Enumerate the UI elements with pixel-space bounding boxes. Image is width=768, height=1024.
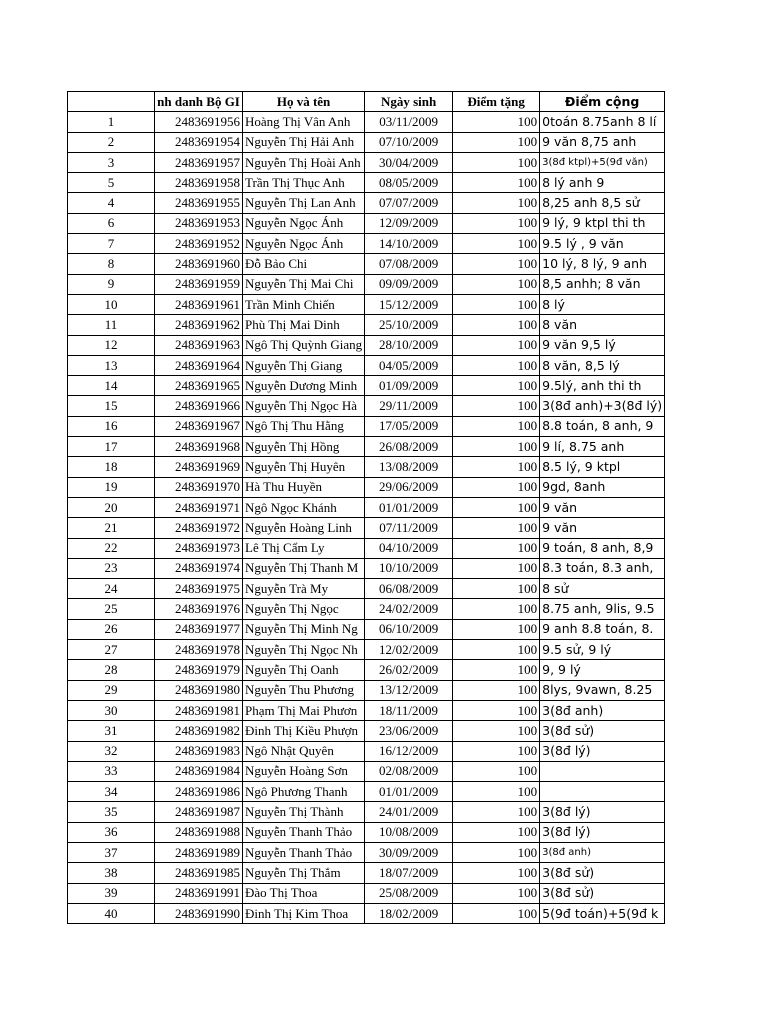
cell-dob: 07/11/2009 bbox=[365, 518, 453, 538]
header-score: Điểm tặng bbox=[453, 92, 540, 112]
cell-dob: 01/01/2009 bbox=[365, 782, 453, 802]
cell-dob: 18/02/2009 bbox=[365, 903, 453, 923]
cell-id: 2483691953 bbox=[155, 213, 243, 233]
cell-id: 2483691966 bbox=[155, 396, 243, 416]
cell-name: Đinh Thị Kim Thoa bbox=[243, 903, 365, 923]
cell-dob: 30/04/2009 bbox=[365, 152, 453, 172]
cell-name: Đỗ Bảo Chi bbox=[243, 254, 365, 274]
cell-dob: 18/07/2009 bbox=[365, 863, 453, 883]
table-row bbox=[68, 497, 665, 517]
cell-dob: 25/10/2009 bbox=[365, 315, 453, 335]
cell-id: 2483691980 bbox=[155, 680, 243, 700]
cell-bonus: 3(8đ sử) bbox=[540, 883, 665, 903]
cell-bonus bbox=[540, 761, 665, 781]
cell-score: 100 bbox=[453, 294, 540, 314]
cell-dob: 07/10/2009 bbox=[365, 132, 453, 152]
cell-score: 100 bbox=[453, 518, 540, 538]
cell-bonus: 9gd, 8anh bbox=[540, 477, 665, 497]
cell-stt: 4 bbox=[68, 193, 155, 213]
cell-id: 2483691974 bbox=[155, 558, 243, 578]
cell-dob: 26/02/2009 bbox=[365, 660, 453, 680]
table-row bbox=[68, 619, 665, 639]
cell-id: 2483691969 bbox=[155, 457, 243, 477]
cell-name: Ngô Thị Thu Hằng bbox=[243, 416, 365, 436]
table-row bbox=[68, 193, 665, 213]
cell-name: Ngô Thị Quỳnh Giang bbox=[243, 335, 365, 355]
cell-dob: 26/08/2009 bbox=[365, 437, 453, 457]
cell-dob: 29/11/2009 bbox=[365, 396, 453, 416]
cell-stt: 18 bbox=[68, 457, 155, 477]
cell-id: 2483691961 bbox=[155, 294, 243, 314]
cell-id: 2483691957 bbox=[155, 152, 243, 172]
cell-dob: 17/05/2009 bbox=[365, 416, 453, 436]
cell-name: Ngô Phương Thanh bbox=[243, 782, 365, 802]
cell-dob: 08/05/2009 bbox=[365, 173, 453, 193]
cell-score: 100 bbox=[453, 355, 540, 375]
cell-stt: 11 bbox=[68, 315, 155, 335]
cell-id: 2483691979 bbox=[155, 660, 243, 680]
cell-stt: 12 bbox=[68, 335, 155, 355]
cell-dob: 07/07/2009 bbox=[365, 193, 453, 213]
cell-stt: 40 bbox=[68, 903, 155, 923]
cell-score: 100 bbox=[453, 599, 540, 619]
cell-id: 2483691981 bbox=[155, 700, 243, 720]
table-row bbox=[68, 457, 665, 477]
cell-bonus: 3(8đ sử) bbox=[540, 721, 665, 741]
cell-bonus: 8.3 toán, 8.3 anh, bbox=[540, 558, 665, 578]
table-row bbox=[68, 437, 665, 457]
cell-bonus: 9 văn 9,5 lý bbox=[540, 335, 665, 355]
cell-name: Trần Minh Chiến bbox=[243, 294, 365, 314]
cell-id: 2483691976 bbox=[155, 599, 243, 619]
cell-bonus: 8,25 anh 8,5 sử bbox=[540, 193, 665, 213]
cell-stt: 3 bbox=[68, 152, 155, 172]
cell-id: 2483691985 bbox=[155, 863, 243, 883]
cell-score: 100 bbox=[453, 558, 540, 578]
cell-id: 2483691973 bbox=[155, 538, 243, 558]
table-row bbox=[68, 294, 665, 314]
cell-dob: 29/06/2009 bbox=[365, 477, 453, 497]
cell-dob: 10/10/2009 bbox=[365, 558, 453, 578]
cell-bonus: 8 văn bbox=[540, 315, 665, 335]
cell-score: 100 bbox=[453, 700, 540, 720]
cell-stt: 23 bbox=[68, 558, 155, 578]
table-row bbox=[68, 152, 665, 172]
cell-bonus: 9 văn 8,75 anh bbox=[540, 132, 665, 152]
cell-bonus: 3(8đ lý) bbox=[540, 822, 665, 842]
cell-name: Lê Thị Cẩm Ly bbox=[243, 538, 365, 558]
cell-dob: 13/12/2009 bbox=[365, 680, 453, 700]
cell-stt: 35 bbox=[68, 802, 155, 822]
cell-id: 2483691971 bbox=[155, 497, 243, 517]
cell-id: 2483691983 bbox=[155, 741, 243, 761]
cell-score: 100 bbox=[453, 396, 540, 416]
cell-stt: 29 bbox=[68, 680, 155, 700]
cell-dob: 12/02/2009 bbox=[365, 640, 453, 660]
cell-id: 2483691986 bbox=[155, 782, 243, 802]
cell-id: 2483691955 bbox=[155, 193, 243, 213]
cell-id: 2483691984 bbox=[155, 761, 243, 781]
cell-score: 100 bbox=[453, 477, 540, 497]
table-row bbox=[68, 700, 665, 720]
cell-stt: 6 bbox=[68, 213, 155, 233]
cell-name: Nguyễn Hoàng Sơn bbox=[243, 761, 365, 781]
cell-id: 2483691959 bbox=[155, 274, 243, 294]
cell-id: 2483691990 bbox=[155, 903, 243, 923]
cell-bonus: 9.5lý, anh thi th bbox=[540, 376, 665, 396]
cell-stt: 15 bbox=[68, 396, 155, 416]
cell-name: Nguyễn Dương Minh bbox=[243, 376, 365, 396]
cell-stt: 27 bbox=[68, 640, 155, 660]
cell-name: Nguyễn Ngọc Ánh bbox=[243, 234, 365, 254]
cell-name: Nguyễn Thị Thanh M bbox=[243, 558, 365, 578]
cell-score: 100 bbox=[453, 457, 540, 477]
cell-stt: 20 bbox=[68, 497, 155, 517]
cell-id: 2483691977 bbox=[155, 619, 243, 639]
cell-dob: 01/01/2009 bbox=[365, 497, 453, 517]
cell-dob: 09/09/2009 bbox=[365, 274, 453, 294]
cell-bonus: 8.8 toán, 8 anh, 9 bbox=[540, 416, 665, 436]
header-dob: Ngày sinh bbox=[365, 92, 453, 112]
table-row bbox=[68, 396, 665, 416]
cell-stt: 19 bbox=[68, 477, 155, 497]
cell-bonus: 8 lý bbox=[540, 294, 665, 314]
cell-stt: 21 bbox=[68, 518, 155, 538]
cell-bonus: 8lys, 9vawn, 8.25 bbox=[540, 680, 665, 700]
table-row bbox=[68, 518, 665, 538]
cell-bonus: 5(9đ toán)+5(9đ k bbox=[540, 903, 665, 923]
cell-score: 100 bbox=[453, 315, 540, 335]
cell-bonus: 3(8đ lý) bbox=[540, 802, 665, 822]
cell-dob: 01/09/2009 bbox=[365, 376, 453, 396]
cell-id: 2483691975 bbox=[155, 579, 243, 599]
cell-dob: 23/06/2009 bbox=[365, 721, 453, 741]
cell-name: Nguyễn Thị Ngọc Nh bbox=[243, 640, 365, 660]
cell-name: Nguyễn Thị Hoài Anh bbox=[243, 152, 365, 172]
cell-score: 100 bbox=[453, 335, 540, 355]
cell-stt: 38 bbox=[68, 863, 155, 883]
cell-score: 100 bbox=[453, 193, 540, 213]
cell-name: Hoàng Thị Vân Anh bbox=[243, 112, 365, 132]
cell-name: Nguyễn Ngọc Ánh bbox=[243, 213, 365, 233]
cell-id: 2483691978 bbox=[155, 640, 243, 660]
cell-bonus: 8.75 anh, 9lis, 9.5 bbox=[540, 599, 665, 619]
cell-score: 100 bbox=[453, 903, 540, 923]
cell-name: Nguyễn Thị Thành bbox=[243, 802, 365, 822]
cell-bonus: 10 lý, 8 lý, 9 anh bbox=[540, 254, 665, 274]
table-row bbox=[68, 883, 665, 903]
cell-stt: 39 bbox=[68, 883, 155, 903]
cell-name: Nguyễn Thị Oanh bbox=[243, 660, 365, 680]
cell-name: Nguyễn Thanh Thảo bbox=[243, 822, 365, 842]
cell-name: Nguyễn Thị Ngọc bbox=[243, 599, 365, 619]
cell-bonus: 9.5 lý , 9 văn bbox=[540, 234, 665, 254]
cell-dob: 24/01/2009 bbox=[365, 802, 453, 822]
cell-name: Nguyễn Hoàng Linh bbox=[243, 518, 365, 538]
table-row bbox=[68, 903, 665, 923]
cell-stt: 14 bbox=[68, 376, 155, 396]
cell-score: 100 bbox=[453, 802, 540, 822]
cell-name: Hà Thu Huyền bbox=[243, 477, 365, 497]
cell-stt: 26 bbox=[68, 619, 155, 639]
cell-dob: 12/09/2009 bbox=[365, 213, 453, 233]
cell-stt: 22 bbox=[68, 538, 155, 558]
table-row bbox=[68, 335, 665, 355]
cell-name: Phù Thị Mai Dinh bbox=[243, 315, 365, 335]
cell-id: 2483691989 bbox=[155, 842, 243, 862]
cell-score: 100 bbox=[453, 883, 540, 903]
cell-dob: 07/08/2009 bbox=[365, 254, 453, 274]
cell-dob: 04/05/2009 bbox=[365, 355, 453, 375]
cell-score: 100 bbox=[453, 416, 540, 436]
cell-stt: 28 bbox=[68, 660, 155, 680]
cell-score: 100 bbox=[453, 376, 540, 396]
cell-bonus: 9 văn bbox=[540, 518, 665, 538]
cell-score: 100 bbox=[453, 640, 540, 660]
cell-name: Nguyễn Thị Mai Chi bbox=[243, 274, 365, 294]
cell-dob: 15/12/2009 bbox=[365, 294, 453, 314]
cell-id: 2483691967 bbox=[155, 416, 243, 436]
table-row bbox=[68, 355, 665, 375]
cell-dob: 06/10/2009 bbox=[365, 619, 453, 639]
header-stt bbox=[68, 92, 155, 112]
cell-bonus: 3(8đ lý) bbox=[540, 741, 665, 761]
cell-bonus: 3(8đ anh) bbox=[540, 842, 665, 862]
cell-name: Trần Thị Thục Anh bbox=[243, 173, 365, 193]
cell-bonus: 3(8đ ktpl)+5(9đ văn) bbox=[540, 152, 665, 172]
cell-stt: 37 bbox=[68, 842, 155, 862]
cell-name: Ngô Ngọc Khánh bbox=[243, 497, 365, 517]
cell-score: 100 bbox=[453, 761, 540, 781]
cell-id: 2483691987 bbox=[155, 802, 243, 822]
cell-name: Nguyễn Thị Huyên bbox=[243, 457, 365, 477]
table-row bbox=[68, 579, 665, 599]
table-row bbox=[68, 274, 665, 294]
table-row bbox=[68, 842, 665, 862]
student-table bbox=[67, 91, 665, 924]
header-bonus: Điểm cộng bbox=[540, 92, 665, 112]
table-row bbox=[68, 234, 665, 254]
cell-dob: 10/08/2009 bbox=[365, 822, 453, 842]
cell-name: Nguyễn Thị Hải Anh bbox=[243, 132, 365, 152]
cell-score: 100 bbox=[453, 721, 540, 741]
cell-dob: 25/08/2009 bbox=[365, 883, 453, 903]
cell-dob: 06/08/2009 bbox=[365, 579, 453, 599]
cell-dob: 28/10/2009 bbox=[365, 335, 453, 355]
cell-dob: 18/11/2009 bbox=[365, 700, 453, 720]
cell-bonus: 9 lý, 9 ktpl thi th bbox=[540, 213, 665, 233]
cell-id: 2483691972 bbox=[155, 518, 243, 538]
cell-score: 100 bbox=[453, 152, 540, 172]
table-row bbox=[68, 538, 665, 558]
cell-name: Đào Thị Thoa bbox=[243, 883, 365, 903]
cell-score: 100 bbox=[453, 619, 540, 639]
table-row bbox=[68, 132, 665, 152]
cell-score: 100 bbox=[453, 112, 540, 132]
cell-bonus: 9.5 sử, 9 lý bbox=[540, 640, 665, 660]
cell-id: 2483691988 bbox=[155, 822, 243, 842]
table-row bbox=[68, 558, 665, 578]
cell-stt: 34 bbox=[68, 782, 155, 802]
cell-id: 2483691970 bbox=[155, 477, 243, 497]
cell-bonus: 8 sử bbox=[540, 579, 665, 599]
cell-dob: 03/11/2009 bbox=[365, 112, 453, 132]
cell-dob: 30/09/2009 bbox=[365, 842, 453, 862]
cell-name: Nguyễn Thị Ngọc Hà bbox=[243, 396, 365, 416]
header-name: Họ và tên bbox=[243, 92, 365, 112]
cell-name: Nguyễn Thị Minh Ng bbox=[243, 619, 365, 639]
table-row bbox=[68, 863, 665, 883]
cell-bonus: 8,5 anhh; 8 văn bbox=[540, 274, 665, 294]
table-row bbox=[68, 173, 665, 193]
cell-name: Nguyễn Thị Giang bbox=[243, 355, 365, 375]
table-row bbox=[68, 213, 665, 233]
cell-bonus: 3(8đ anh)+3(8đ lý) bbox=[540, 396, 665, 416]
cell-id: 2483691962 bbox=[155, 315, 243, 335]
table-row bbox=[68, 599, 665, 619]
cell-id: 2483691958 bbox=[155, 173, 243, 193]
cell-score: 100 bbox=[453, 822, 540, 842]
cell-stt: 1 bbox=[68, 112, 155, 132]
cell-bonus: 9 lí, 8.75 anh bbox=[540, 437, 665, 457]
cell-id: 2483691982 bbox=[155, 721, 243, 741]
cell-stt: 36 bbox=[68, 822, 155, 842]
cell-stt: 13 bbox=[68, 355, 155, 375]
cell-stt: 17 bbox=[68, 437, 155, 457]
cell-score: 100 bbox=[453, 132, 540, 152]
table-row bbox=[68, 782, 665, 802]
cell-name: Nguyễn Thanh Thảo bbox=[243, 842, 365, 862]
table-row bbox=[68, 680, 665, 700]
cell-score: 100 bbox=[453, 538, 540, 558]
cell-name: Nguyễn Thu Phương bbox=[243, 680, 365, 700]
header-id: nh danh Bộ GI bbox=[155, 92, 243, 112]
cell-score: 100 bbox=[453, 579, 540, 599]
table-row bbox=[68, 761, 665, 781]
cell-score: 100 bbox=[453, 680, 540, 700]
cell-stt: 32 bbox=[68, 741, 155, 761]
cell-score: 100 bbox=[453, 782, 540, 802]
cell-dob: 16/12/2009 bbox=[365, 741, 453, 761]
cell-name: Nguyễn Thị Thắm bbox=[243, 863, 365, 883]
cell-stt: 2 bbox=[68, 132, 155, 152]
cell-dob: 13/08/2009 bbox=[365, 457, 453, 477]
cell-stt: 33 bbox=[68, 761, 155, 781]
cell-stt: 10 bbox=[68, 294, 155, 314]
table-row bbox=[68, 802, 665, 822]
cell-bonus: 3(8đ sử) bbox=[540, 863, 665, 883]
table-row bbox=[68, 112, 665, 132]
cell-bonus: 8 văn, 8,5 lý bbox=[540, 355, 665, 375]
cell-bonus: 9 toán, 8 anh, 8,9 bbox=[540, 538, 665, 558]
cell-name: Ngô Nhật Quyên bbox=[243, 741, 365, 761]
cell-name: Đinh Thị Kiều Phượn bbox=[243, 721, 365, 741]
cell-bonus: 9 anh 8.8 toán, 8. bbox=[540, 619, 665, 639]
cell-bonus: 9 văn bbox=[540, 497, 665, 517]
cell-bonus: 8 lý anh 9 bbox=[540, 173, 665, 193]
table-row bbox=[68, 315, 665, 335]
cell-stt: 31 bbox=[68, 721, 155, 741]
table-row bbox=[68, 660, 665, 680]
cell-stt: 5 bbox=[68, 173, 155, 193]
cell-dob: 02/08/2009 bbox=[365, 761, 453, 781]
table-row bbox=[68, 376, 665, 396]
cell-dob: 24/02/2009 bbox=[365, 599, 453, 619]
cell-score: 100 bbox=[453, 497, 540, 517]
cell-bonus bbox=[540, 782, 665, 802]
cell-score: 100 bbox=[453, 254, 540, 274]
cell-id: 2483691956 bbox=[155, 112, 243, 132]
cell-bonus: 0toán 8.75anh 8 lí bbox=[540, 112, 665, 132]
cell-id: 2483691963 bbox=[155, 335, 243, 355]
table-row bbox=[68, 254, 665, 274]
cell-stt: 24 bbox=[68, 579, 155, 599]
table-row bbox=[68, 721, 665, 741]
cell-dob: 14/10/2009 bbox=[365, 234, 453, 254]
table-row bbox=[68, 477, 665, 497]
cell-score: 100 bbox=[453, 234, 540, 254]
cell-score: 100 bbox=[453, 274, 540, 294]
table-row bbox=[68, 822, 665, 842]
table-row bbox=[68, 640, 665, 660]
cell-id: 2483691952 bbox=[155, 234, 243, 254]
cell-stt: 7 bbox=[68, 234, 155, 254]
cell-id: 2483691954 bbox=[155, 132, 243, 152]
cell-id: 2483691964 bbox=[155, 355, 243, 375]
cell-score: 100 bbox=[453, 863, 540, 883]
cell-id: 2483691991 bbox=[155, 883, 243, 903]
cell-stt: 8 bbox=[68, 254, 155, 274]
cell-bonus: 8.5 lý, 9 ktpl bbox=[540, 457, 665, 477]
cell-stt: 25 bbox=[68, 599, 155, 619]
table-row bbox=[68, 741, 665, 761]
table-row bbox=[68, 416, 665, 436]
cell-score: 100 bbox=[453, 660, 540, 680]
cell-score: 100 bbox=[453, 213, 540, 233]
cell-score: 100 bbox=[453, 741, 540, 761]
cell-bonus: 9, 9 lý bbox=[540, 660, 665, 680]
cell-id: 2483691968 bbox=[155, 437, 243, 457]
cell-dob: 04/10/2009 bbox=[365, 538, 453, 558]
cell-bonus: 3(8đ anh) bbox=[540, 700, 665, 720]
cell-score: 100 bbox=[453, 173, 540, 193]
cell-name: Nguyễn Trà My bbox=[243, 579, 365, 599]
cell-name: Phạm Thị Mai Phươn bbox=[243, 700, 365, 720]
cell-name: Nguyễn Thị Hồng bbox=[243, 437, 365, 457]
cell-stt: 16 bbox=[68, 416, 155, 436]
header-row bbox=[68, 92, 665, 112]
cell-id: 2483691965 bbox=[155, 376, 243, 396]
cell-name: Nguyễn Thị Lan Anh bbox=[243, 193, 365, 213]
cell-id: 2483691960 bbox=[155, 254, 243, 274]
cell-score: 100 bbox=[453, 437, 540, 457]
cell-stt: 9 bbox=[68, 274, 155, 294]
cell-stt: 30 bbox=[68, 700, 155, 720]
cell-score: 100 bbox=[453, 842, 540, 862]
